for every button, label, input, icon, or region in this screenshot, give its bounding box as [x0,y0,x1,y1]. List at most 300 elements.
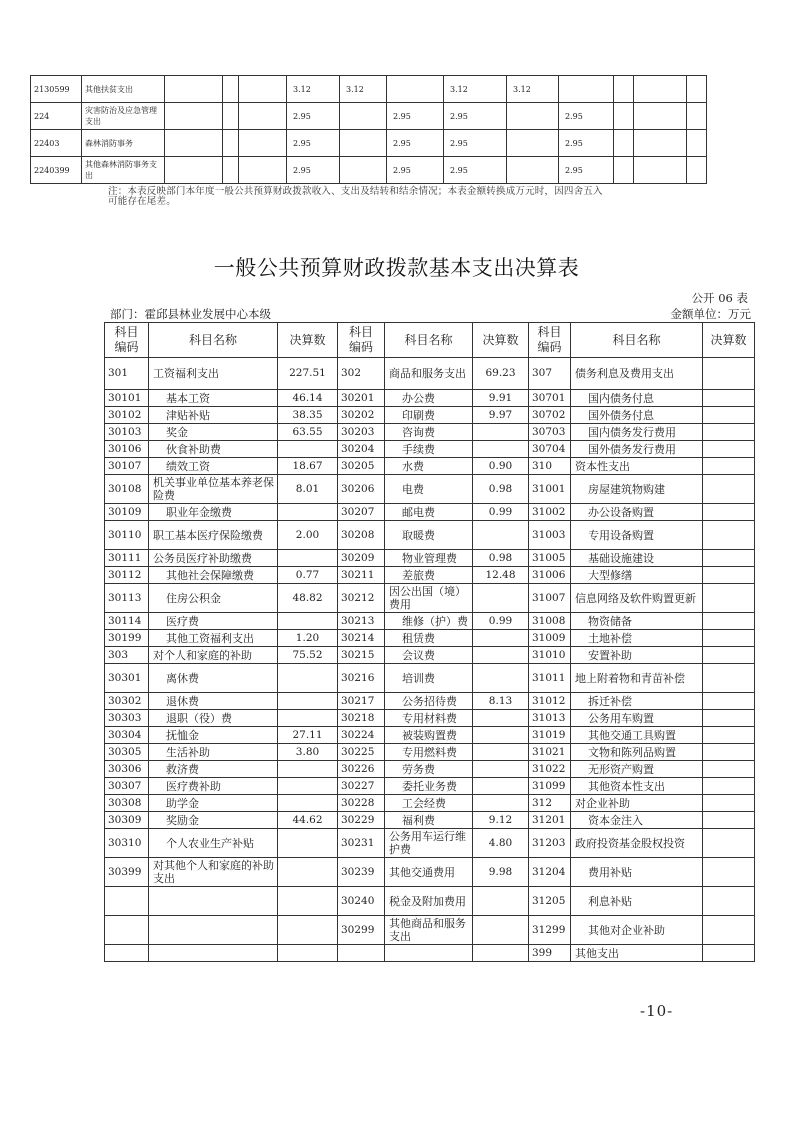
subject-name: 其他森林消防事务支出 [82,157,165,184]
subject-name: 会议费 [385,647,473,664]
subject-code: 30204 [338,441,385,458]
subject-code: 30225 [338,744,385,761]
value-cell [340,157,387,184]
final-amount [703,504,755,521]
subject-code: 2240399 [31,157,82,184]
final-amount: 44.62 [278,812,338,829]
subject-name: 其他扶贫支出 [82,76,165,103]
value-cell: 2.95 [559,157,614,184]
final-amount [703,567,755,584]
final-amount [703,887,755,916]
table-body [105,358,755,962]
value-cell [239,103,287,130]
final-amount: 0.99 [473,504,529,521]
subject-code: 31013 [529,710,571,727]
final-amount [703,664,755,693]
subject-name: 拆迁补偿 [571,693,703,710]
subject-code: 31006 [529,567,571,584]
final-amount [473,727,529,744]
subject-name: 其他对企业补助 [571,916,703,945]
subject-name: 房屋建筑物购建 [571,475,703,504]
subject-code: 310 [529,458,571,475]
subject-name: 机关事业单位基本养老保险费 [149,475,278,504]
final-amount [473,584,529,613]
table-row [105,584,755,613]
final-amount [473,647,529,664]
final-amount [473,521,529,550]
subject-name: 其他社会保障缴费 [149,567,278,584]
subject-name: 公务用车运行维护费 [385,829,473,858]
value-cell [634,103,687,130]
subject-name: 手续费 [385,441,473,458]
value-cell [634,130,687,157]
subject-code: 224 [31,103,82,130]
table-header-row [105,323,755,358]
subject-name: 国外债务发行费用 [571,441,703,458]
subject-name: 职业年金缴费 [149,504,278,521]
final-amount: 0.77 [278,567,338,584]
subject-code: 30209 [338,550,385,567]
final-amount [278,710,338,727]
value-cell [614,103,634,130]
value-cell [340,103,387,130]
value-cell [687,130,707,157]
subject-name: 离休费 [149,664,278,693]
table-row [105,858,755,887]
subject-name: 租赁费 [385,630,473,647]
subject-code: 31021 [529,744,571,761]
subject-code [105,887,149,916]
final-amount [473,630,529,647]
final-amount [703,795,755,812]
subject-name: 基础设施建设 [571,550,703,567]
final-amount: 46.14 [278,390,338,407]
subject-name: 咨询费 [385,424,473,441]
final-amount: 69.23 [473,358,529,390]
table-row [105,441,755,458]
subject-name: 专用设备购置 [571,521,703,550]
final-amount [278,693,338,710]
subject-name: 办公设备购置 [571,504,703,521]
subject-name: 大型修缮 [571,567,703,584]
subject-code: 30111 [105,550,149,567]
final-amount [703,829,755,858]
subject-name: 生活补助 [149,744,278,761]
value-cell: 2.95 [444,103,507,130]
subject-name: 电费 [385,475,473,504]
subject-code: 303 [105,647,149,664]
subject-code: 30213 [338,613,385,630]
final-amount [278,550,338,567]
value-cell [165,103,223,130]
subject-name: 退休费 [149,693,278,710]
value-cell [223,103,239,130]
header-code-2: 科目 编码 [338,323,385,358]
value-cell: 2.95 [444,130,507,157]
subject-name: 救济费 [149,761,278,778]
table-row [105,744,755,761]
subject-code: 30306 [105,761,149,778]
final-amount: 0.90 [473,458,529,475]
department-label: 部门：霍邱县林业发展中心本级 [110,307,271,321]
final-amount [703,647,755,664]
subject-code: 31201 [529,812,571,829]
final-amount [473,744,529,761]
page-title: 一般公共预算财政拨款基本支出决算表 [213,256,580,280]
subject-code: 30202 [338,407,385,424]
final-amount [278,441,338,458]
subject-code: 31008 [529,613,571,630]
final-amount [473,778,529,795]
final-amount [278,829,338,858]
final-amount [703,727,755,744]
subject-code: 30227 [338,778,385,795]
table-row [105,521,755,550]
subject-code: 30309 [105,812,149,829]
value-cell [687,157,707,184]
final-amount [278,945,338,962]
previous-table-row [31,157,707,184]
final-amount: 38.35 [278,407,338,424]
subject-name: 医疗费补助 [149,778,278,795]
subject-code: 30203 [338,424,385,441]
table-row [105,630,755,647]
subject-name: 奖金 [149,424,278,441]
subject-code: 2130599 [31,76,82,103]
subject-name: 因公出国（境）费用 [385,584,473,613]
subject-code: 30199 [105,630,149,647]
value-cell [165,76,223,103]
form-code: 公开 06 表 [691,291,748,305]
final-amount: 8.13 [473,693,529,710]
header-name-2: 科目名称 [385,323,473,358]
subject-code: 31299 [529,916,571,945]
value-cell: 2.95 [387,157,444,184]
final-amount: 18.67 [278,458,338,475]
final-amount: 3.80 [278,744,338,761]
table-row [105,458,755,475]
subject-code: 30206 [338,475,385,504]
table-row [105,613,755,630]
table-row [105,567,755,584]
subject-code: 30310 [105,829,149,858]
value-cell [614,157,634,184]
final-amount [703,710,755,727]
subject-code: 399 [529,945,571,962]
final-amount [278,613,338,630]
subject-name: 专用燃料费 [385,744,473,761]
final-amount [703,812,755,829]
subject-name: 国内债务付息 [571,390,703,407]
final-amount [473,887,529,916]
value-cell [165,157,223,184]
final-amount [473,710,529,727]
subject-code: 31205 [529,887,571,916]
final-amount [703,424,755,441]
final-amount [473,945,529,962]
subject-code: 30212 [338,584,385,613]
subject-name: 劳务费 [385,761,473,778]
final-amount [703,441,755,458]
subject-code: 31099 [529,778,571,795]
final-amount [703,630,755,647]
value-cell: 2.95 [287,157,340,184]
previous-table-row [31,103,707,130]
subject-name: 职工基本医疗保险缴费 [149,521,278,550]
basic-expenditure-table [104,322,755,962]
table-row [105,504,755,521]
value-cell [614,76,634,103]
value-cell: 2.95 [387,103,444,130]
final-amount [703,744,755,761]
subject-code: 30301 [105,664,149,693]
subject-code: 30109 [105,504,149,521]
final-amount [473,761,529,778]
value-cell: 2.95 [559,103,614,130]
subject-code: 30702 [529,407,571,424]
subject-code: 30701 [529,390,571,407]
subject-name: 其他工资福利支出 [149,630,278,647]
header-amount-3: 决算数 [703,323,755,358]
note-line-1: 注：本表反映部门本年度一般公共预算财政拨款收入、支出及结转和结余情况；本表金额转换成万元时，因四舍五入 [108,186,603,197]
final-amount: 9.12 [473,812,529,829]
final-amount [278,504,338,521]
subject-code: 307 [529,358,571,390]
subject-code: 30216 [338,664,385,693]
value-cell [687,103,707,130]
table-row [105,778,755,795]
header-amount-1: 决算数 [278,323,338,358]
subject-code: 31012 [529,693,571,710]
value-cell [687,76,707,103]
subject-code: 301 [105,358,149,390]
final-amount [703,358,755,390]
final-amount [703,458,755,475]
table-row [105,693,755,710]
subject-code: 31003 [529,521,571,550]
subject-code: 31204 [529,858,571,887]
final-amount [703,475,755,504]
subject-name: 无形资产购置 [571,761,703,778]
subject-name: 基本工资 [149,390,278,407]
subject-code: 30304 [105,727,149,744]
subject-code: 30302 [105,693,149,710]
value-cell [634,157,687,184]
subject-code: 30303 [105,710,149,727]
final-amount [278,778,338,795]
subject-code: 30112 [105,567,149,584]
final-amount: 2.00 [278,521,338,550]
value-cell: 2.95 [559,130,614,157]
value-cell [559,76,614,103]
previous-table-row [31,130,707,157]
subject-code: 30102 [105,407,149,424]
table-row [105,795,755,812]
subject-code: 30399 [105,858,149,887]
subject-code: 30106 [105,441,149,458]
subject-code: 30224 [338,727,385,744]
table-note [108,187,708,207]
subject-code: 312 [529,795,571,812]
final-amount [703,550,755,567]
subject-name [149,945,278,962]
subject-name: 灾害防治及应急管理支出 [82,103,165,130]
final-amount: 227.51 [278,358,338,390]
table-row [105,887,755,916]
page-number: -10- [640,1002,674,1020]
table-row [105,407,755,424]
final-amount [703,521,755,550]
subject-name: 资本性支出 [571,458,703,475]
header-amount-2: 决算数 [473,323,529,358]
subject-code: 30201 [338,390,385,407]
subject-code: 30228 [338,795,385,812]
subject-name: 差旅费 [385,567,473,584]
subject-name: 物业管理费 [385,550,473,567]
subject-name: 税金及附加费用 [385,887,473,916]
subject-code: 30226 [338,761,385,778]
subject-code: 30217 [338,693,385,710]
subject-code: 30229 [338,812,385,829]
final-amount: 75.52 [278,647,338,664]
value-cell [507,157,559,184]
subject-code: 30703 [529,424,571,441]
subject-name: 个人农业生产补贴 [149,829,278,858]
value-cell [239,157,287,184]
table-row [105,664,755,693]
value-cell: 3.12 [444,76,507,103]
subject-code: 30101 [105,390,149,407]
final-amount [278,761,338,778]
subject-name: 森林消防事务 [82,130,165,157]
value-cell [239,130,287,157]
value-cell [340,130,387,157]
subject-name: 对其他个人和家庭的补助支出 [149,858,278,887]
subject-name: 地上附着物和青苗补偿 [571,664,703,693]
subject-name: 费用补贴 [571,858,703,887]
final-amount: 27.11 [278,727,338,744]
subject-name: 退职（役）费 [149,710,278,727]
subject-code [105,945,149,962]
final-amount [278,858,338,887]
subject-name [149,887,278,916]
subject-code: 30205 [338,458,385,475]
subject-name: 土地补偿 [571,630,703,647]
subject-code: 22403 [31,130,82,157]
subject-name: 取暖费 [385,521,473,550]
subject-code: 31203 [529,829,571,858]
previous-table-row [31,76,707,103]
subject-name: 邮电费 [385,504,473,521]
subject-name: 工资福利支出 [149,358,278,390]
subject-code: 31007 [529,584,571,613]
subject-name: 安置补助 [571,647,703,664]
subject-name [149,916,278,945]
value-cell: 2.95 [287,130,340,157]
subject-code: 31011 [529,664,571,693]
subject-name: 住房公积金 [149,584,278,613]
subject-name: 被装购置费 [385,727,473,744]
previous-table-continuation [30,75,707,184]
subject-code: 30218 [338,710,385,727]
subject-name: 助学金 [149,795,278,812]
subject-code: 30240 [338,887,385,916]
subject-code: 31022 [529,761,571,778]
final-amount [703,407,755,424]
subject-name: 国内债务发行费用 [571,424,703,441]
value-cell: 2.95 [387,130,444,157]
final-amount [703,945,755,962]
value-cell [634,76,687,103]
subject-name: 印刷费 [385,407,473,424]
subject-name: 国外债务付息 [571,407,703,424]
final-amount [703,584,755,613]
subject-code: 30299 [338,916,385,945]
header-name-1: 科目名称 [149,323,278,358]
final-amount [473,795,529,812]
subject-name: 利息补贴 [571,887,703,916]
final-amount: 1.20 [278,630,338,647]
subject-code [105,916,149,945]
subject-code: 30215 [338,647,385,664]
subject-code: 31009 [529,630,571,647]
final-amount [703,390,755,407]
subject-name: 公务员医疗补助缴费 [149,550,278,567]
final-amount [703,916,755,945]
subject-name: 其他资本性支出 [571,778,703,795]
final-amount: 9.91 [473,390,529,407]
subject-name: 津贴补贴 [149,407,278,424]
final-amount [473,441,529,458]
subject-name: 奖励金 [149,812,278,829]
final-amount [278,887,338,916]
value-cell [223,130,239,157]
table-row [105,916,755,945]
subject-code: 30207 [338,504,385,521]
value-cell: 3.12 [287,76,340,103]
subject-code: 30107 [105,458,149,475]
value-cell [223,76,239,103]
subject-code: 30307 [105,778,149,795]
subject-code: 30211 [338,567,385,584]
final-amount: 12.48 [473,567,529,584]
subject-name: 维修（护）费 [385,613,473,630]
final-amount: 0.99 [473,613,529,630]
table-row [105,727,755,744]
value-cell: 2.95 [287,103,340,130]
value-cell [507,103,559,130]
subject-name: 专用材料费 [385,710,473,727]
subject-name: 文物和陈列品购置 [571,744,703,761]
subject-name: 绩效工资 [149,458,278,475]
subject-code: 302 [338,358,385,390]
value-cell [507,130,559,157]
value-cell [614,130,634,157]
subject-name: 政府投资基金股权投资 [571,829,703,858]
final-amount [703,761,755,778]
table-row [105,424,755,441]
subject-code: 30231 [338,829,385,858]
amount-unit-label: 金额单位：万元 [670,307,751,321]
subject-code: 30110 [105,521,149,550]
subject-name: 其他支出 [571,945,703,962]
subject-code: 30308 [105,795,149,812]
table-row [105,812,755,829]
subject-code: 31002 [529,504,571,521]
table-row [105,390,755,407]
subject-name: 资本金注入 [571,812,703,829]
final-amount: 0.98 [473,475,529,504]
